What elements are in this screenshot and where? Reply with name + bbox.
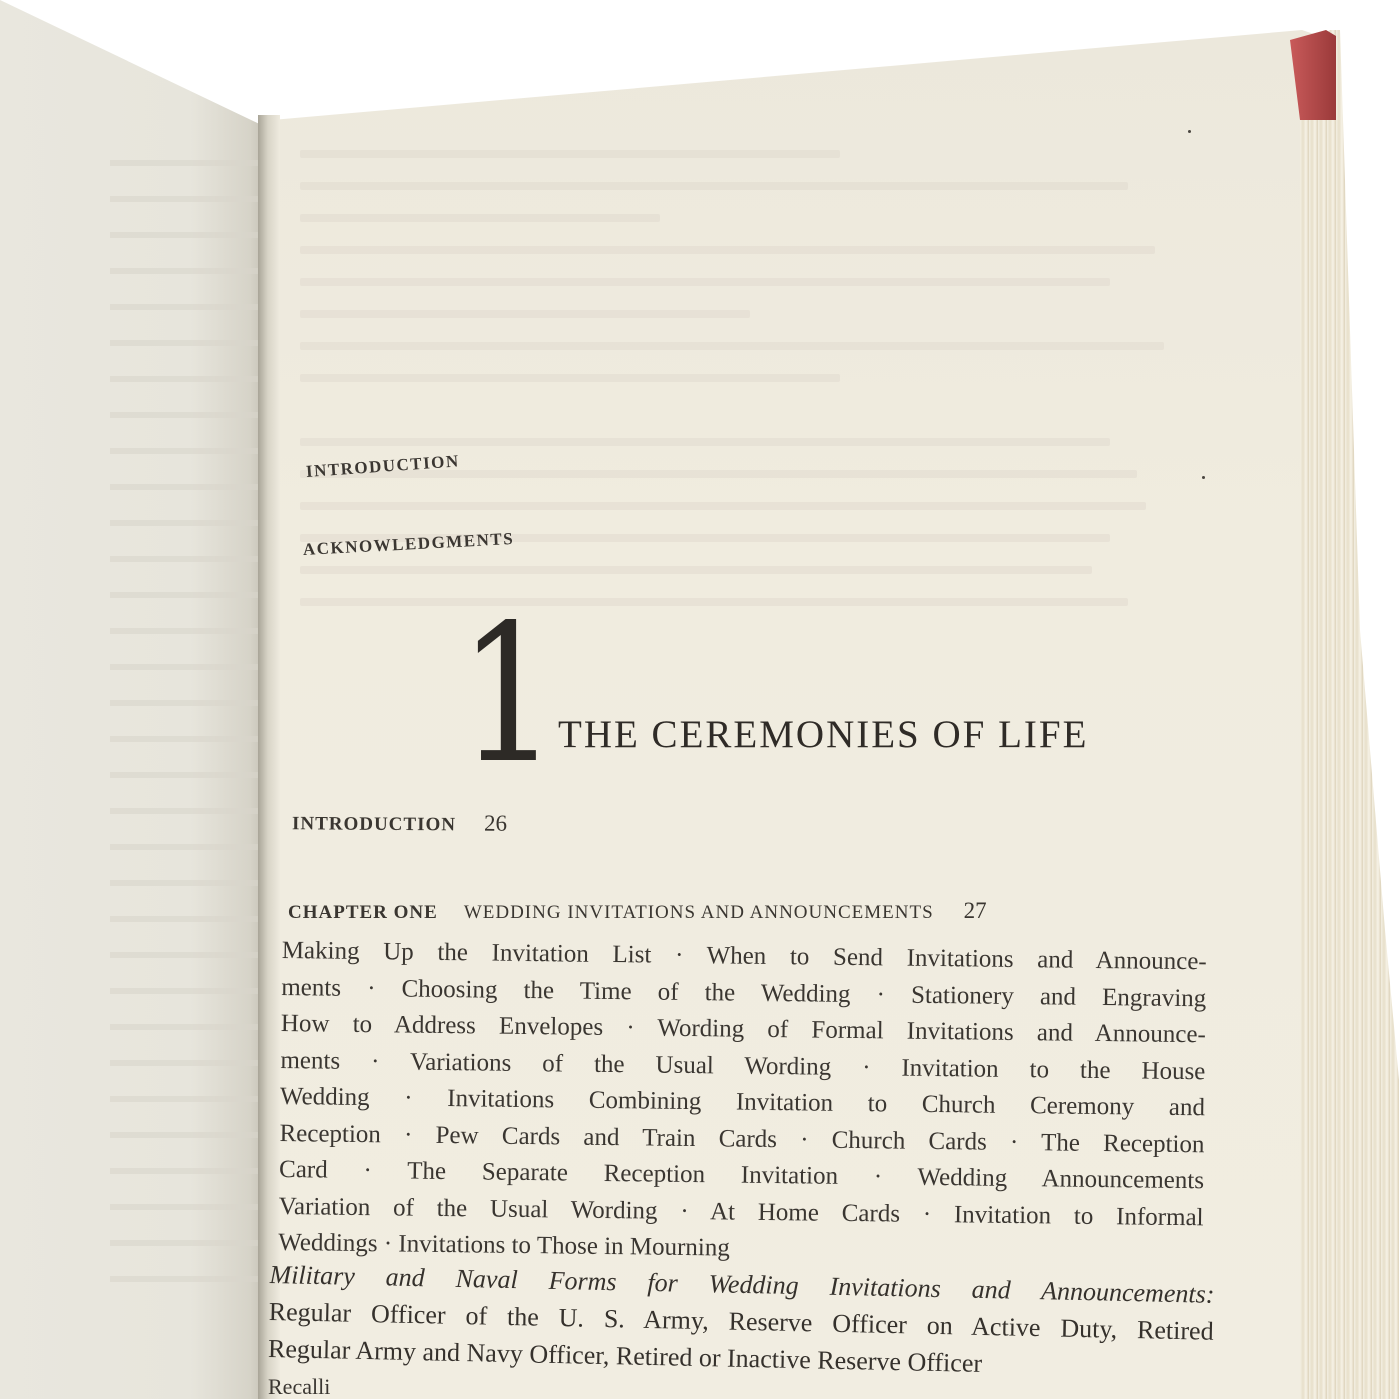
- contents-line: How to Address Envelopes · Wording of Formal Invitations and Announce-: [280, 1009, 1206, 1049]
- contents-line: ments · Choosing the Time of the Wedding · Stationery and Engraving: [281, 973, 1207, 1012]
- left-page: [0, 0, 272, 1399]
- contents-line: Variation of the Usual Wording · At Home Cards · Invitation to Informal: [278, 1192, 1204, 1231]
- contents-line: Reception · Pew Cards and Train Cards · Church Cards · The Reception: [279, 1119, 1205, 1158]
- toc-chapter-title: WEDDING INVITATIONS AND ANNOUNCEMENTS: [463, 902, 934, 923]
- page-block-edge: [1300, 30, 1399, 1399]
- contents-line: Making Up the Invitation List · When to Send Invitations and Announce-: [281, 936, 1207, 976]
- toc-heading-introduction: INTRODUCTION: [305, 451, 461, 481]
- right-page-bleed-through: [300, 150, 1200, 630]
- page-speck: [1202, 476, 1205, 479]
- military-forms-section: [268, 1256, 1215, 1387]
- toc-heading-acknowledgments: ACKNOWLEDGMENTS: [302, 528, 515, 559]
- contents-line: Wedding · Invitations Combining Invitation to Church Ceremony and: [279, 1082, 1206, 1122]
- toc-entry-label: INTRODUCTION: [291, 813, 457, 836]
- contents-line: Weddings · Invitations to Those in Mourning: [278, 1228, 731, 1262]
- toc-entry-introduction: [292, 809, 507, 837]
- part-title: THE CEREMONIES OF LIFE: [558, 713, 1089, 756]
- toc-page-number: 27: [963, 898, 987, 923]
- contents-line: ments · Variations of the Usual Wording · Invitation to the House: [280, 1046, 1206, 1085]
- toc-page-number: 26: [483, 810, 508, 836]
- cut-off-line: Recalli: [268, 1374, 331, 1399]
- military-line: Regular Officer of the U. S. Army, Reserve Officer on Active Duty, Retired: [268, 1296, 1214, 1346]
- military-heading-text: Military and Naval Forms for Wedding Invitations and Announcements:: [269, 1259, 1215, 1309]
- contents-line: Card · The Separate Reception Invitation · Wedding Announcements: [278, 1155, 1205, 1195]
- toc-chapter-label: CHAPTER ONE: [288, 902, 438, 923]
- page-speck: [1188, 130, 1191, 133]
- chapter-one-contents: [278, 933, 1207, 1273]
- part-number: 1: [458, 584, 559, 805]
- book-gutter: [258, 115, 280, 1399]
- left-page-bleed-through: [110, 160, 260, 1312]
- military-line: Regular Army and Navy Officer, Retired or Inactive Reserve Officer: [267, 1333, 983, 1378]
- toc-entry-chapter-one: [288, 898, 987, 924]
